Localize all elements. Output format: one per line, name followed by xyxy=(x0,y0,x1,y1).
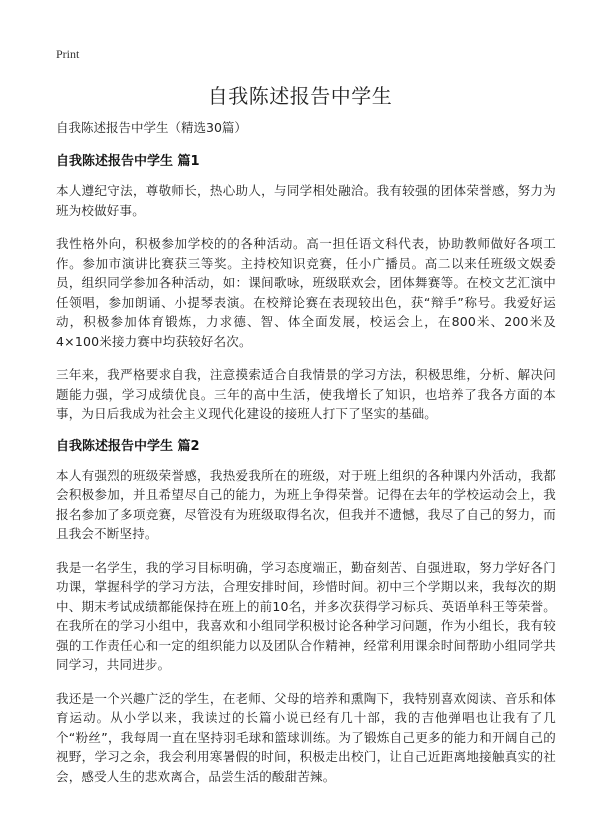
section-heading: 自我陈述报告中学生 篇1 xyxy=(56,154,200,169)
document-title: 自我陈述报告中学生 xyxy=(207,84,393,108)
section-1 xyxy=(56,153,556,424)
paragraph: 我还是一个兴趣广泛的学生，在老师、父母的培养和熏陶下，我特别喜欢阅读、音乐和体育运动。从小学以来，我读过的长篇小说已经有几十部，我的吉他弹唱也让我有了几个“粉丝”，我每周一直在坚持羽毛球和篮球训练。为了锻炼自己更多的能力和开阔自己的视野，学习之余，我会利用寒暑假的时间，积极走出校门，让自己近距离地接触真实的社会，感受人生的悲欢离合，品尝生活的酸甜苦辣。 xyxy=(56,690,556,784)
paragraph: 本人有强烈的班级荣誉感，我热爱我所在的班级，对于班上组织的各种课内外活动，我都会积极参加，并且希望尽自己的能力，为班上争得荣誉。记得在去年的学校运动会上，我报名参加了多项竞赛，尽管没有为班级取得名次，但我并不遗憾，我尽了自己的努力，而且我会不断坚持。 xyxy=(56,467,556,541)
document-subtitle: 自我陈述报告中学生（精选30篇） xyxy=(56,120,247,135)
section-2 xyxy=(56,438,556,787)
document-body xyxy=(56,119,556,800)
print-link[interactable]: Print xyxy=(56,47,80,61)
section-heading: 自我陈述报告中学生 篇2 xyxy=(56,438,200,454)
paragraph: 三年来，我严格要求自我，注意摸索适合自我情景的学习方法，积极思维，分析、解决问题能力强，学习成绩优良。三年的高中生活，使我增长了知识，也培养了我各方面的本事，为日后我成为社会主义现代化建设的接班人打下了坚实的基础。 xyxy=(56,367,556,421)
paragraph: 我是一名学生，我的学习目标明确，学习态度端正，勤奋刻苦、自强进取，努力学好各门功课，掌握科学的学习方法，合理安排时间，珍惜时间。初中三个学期以来，我每次的期中、期末考试成绩都能保持在班上的前10名，并多次获得学习标兵、英语单科王等荣誉。在我所在的学习小组中，我喜欢和小组同学积极讨论各种学习问题，作为小组长，我有较强的工作责任心和一定的组织能力以及团队合作精神，经常利用课余时间帮助小组同学共同学习，共同进步。 xyxy=(56,559,556,672)
paragraph: 我性格外向，积极参加学校的的各种活动。高一担任语文科代表，协助教师做好各项工作。参加市演讲比赛获三等奖。主持校知识竞赛，任小广播员。高二以来任班级文娱委员，组织同学参加各种活动，如：课间歌咏，班级联欢会，团体舞赛等。在校文艺汇演中任领唱，参加朗诵、小提琴表演。在校辩论赛在表现较出色，获“辩手”称号。我爱好运动，积极参加体育锻炼，力求德、智、体全面发展，校运会上，在800米、200米及4×100米接力赛中均获较好名次。 xyxy=(56,236,556,349)
paragraph: 本人遵纪守法，尊敬师长，热心助人，与同学相处融洽。我有较强的团体荣誉感，努力为班为校做好事。 xyxy=(56,183,556,218)
